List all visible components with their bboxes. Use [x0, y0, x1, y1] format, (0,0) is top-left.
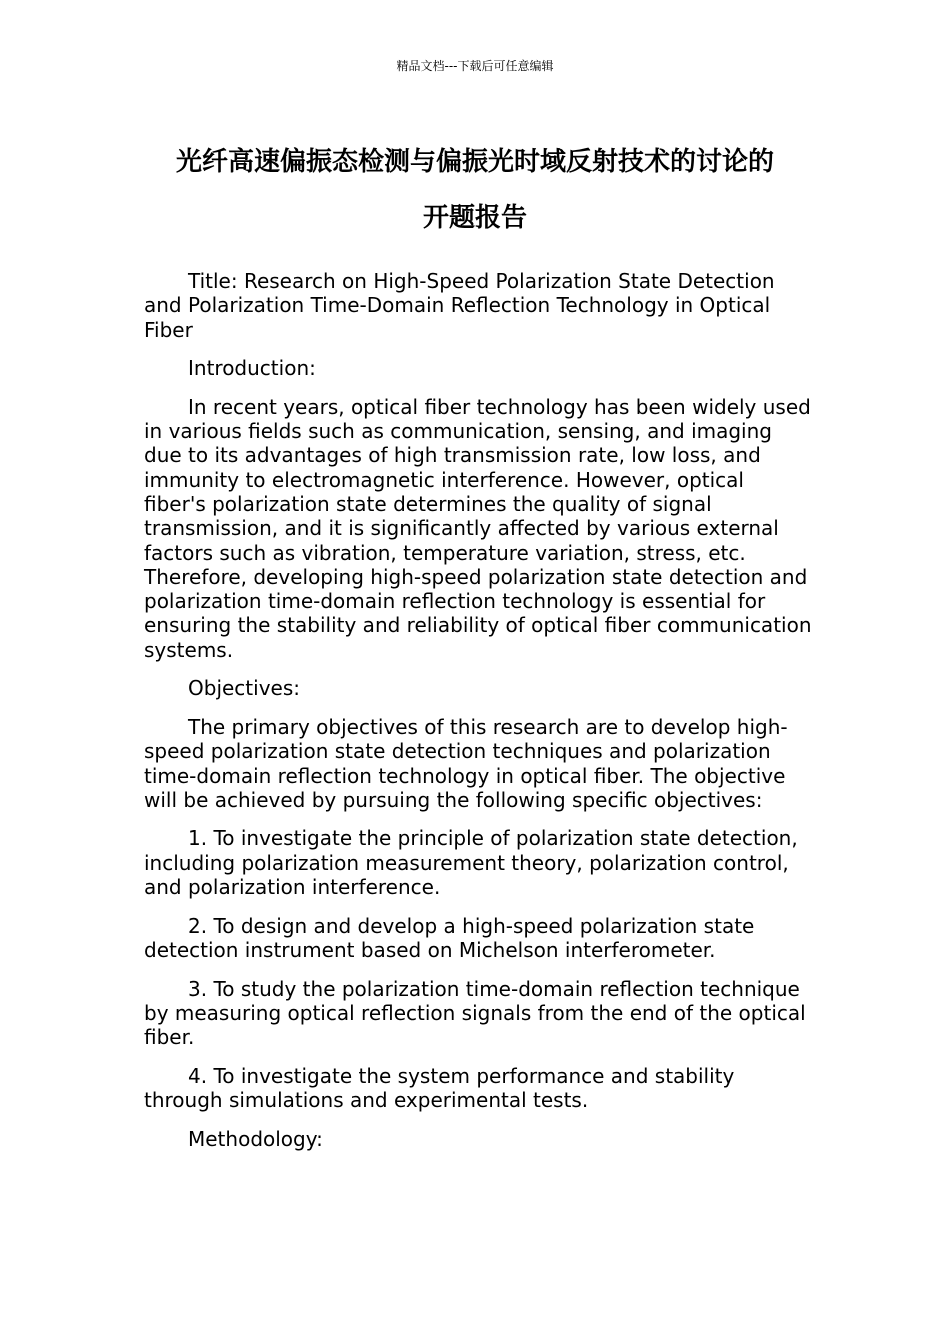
objective-item: 1. To investigate the principle of polarization state detection, including polarization measurement theory, polarization control, and polarization interference.: [144, 826, 798, 900]
objective-item: 2. To design and develop a high-speed polarization state detection instrument based on Michelson interferometer.: [144, 913, 755, 962]
paragraph-title: Title: Research on High-Speed Polarization State Detection and Polarization Time-Domain Reflection Technology in Optical Fiber: [144, 269, 775, 342]
title-line-1: 光纤高速偏振态检测与偏振光时域反射技术的讨论的: [175, 147, 774, 177]
heading-objectives: Objectives:: [188, 676, 300, 701]
header-note: 精品文档---下载后可任意编辑: [396, 59, 554, 73]
objective-item: 3. To study the polarization time-domain reflection technique by measuring optical reflection signals from the end of the optical fiber.: [144, 976, 806, 1050]
heading-methodology: Methodology:: [188, 1126, 323, 1151]
paragraph-objectives: The primary objectives of this research are to develop high-speed polarization state detection techniques and polarization time-domain reflection technology in optical fiber. The objective will be achieved by pursuing the following specific objectives:: [144, 714, 788, 812]
heading-introduction: Introduction:: [188, 356, 316, 381]
objective-item: 4. To investigate the system performance and stability through simulations and experimental tests.: [144, 1063, 735, 1112]
document-body: [144, 269, 812, 1165]
document-title: [120, 134, 830, 246]
paragraph-introduction: In recent years, optical fiber technology has been widely used in various fields such as communication, sensing, and imaging due to its advantages of high transmission rate, low loss, and immunity to electromagnetic interference. However, optical fiber's polarization state determines the quality of signal transmission, and it is significantly affected by various external factors such as vibration, temperature variation, stress, etc. Therefore, developing high-speed polarization state detection and polarization time-domain reflection technology is essential for ensuring the stability and reliability of optical fiber communication systems.: [144, 394, 812, 662]
title-line-2: 开题报告: [422, 203, 527, 233]
